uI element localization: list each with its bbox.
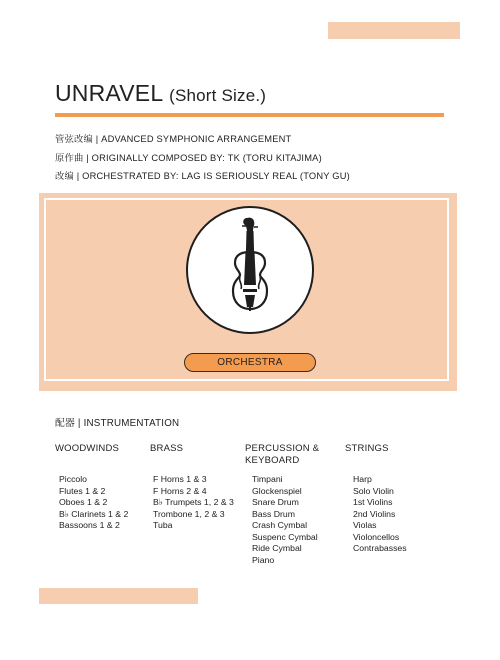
woodwinds-heading: WOODWINDS	[55, 443, 120, 454]
woodwinds-list	[59, 474, 128, 532]
percussion-item: Piano	[252, 554, 275, 565]
percussion-item: Glockenspiel	[252, 485, 302, 496]
title-subtitle: (Short Size.)	[169, 86, 267, 105]
title-underline	[55, 113, 444, 117]
brass-item: B♭ Trumpets 1, 2 & 3	[153, 497, 234, 507]
woodwinds-item: Flutes 1 & 2	[59, 485, 106, 496]
brass-item: Trombone 1, 2 & 3	[153, 508, 225, 519]
percussion-heading-line-2: KEYBOARD	[245, 455, 300, 466]
violin-icon	[185, 205, 315, 335]
woodwinds-item: Piccolo	[59, 474, 88, 484]
percussion-item: Ride Cymbal	[252, 543, 302, 553]
woodwinds-item: Oboes 1 & 2	[59, 497, 108, 507]
percussion-item: Snare Drum	[252, 497, 299, 507]
strings-item: 2nd Violins	[353, 508, 396, 519]
woodwinds-item: B♭ Clarinets 1 & 2	[59, 508, 129, 519]
percussion-item: Crash Cymbal	[252, 520, 308, 530]
strings-item: Violoncellos	[353, 531, 400, 542]
instrumentation-heading: 配器 | INSTRUMENTATION	[55, 418, 180, 429]
ensemble-badge: ORCHESTRA	[184, 353, 316, 372]
strings-item: Violas	[353, 520, 377, 530]
percussion-item: Timpani	[252, 474, 283, 484]
strings-item: 1st Violins	[353, 497, 393, 507]
strings-item: Harp	[353, 474, 372, 484]
percussion-heading-line-1: PERCUSSION &	[245, 443, 320, 454]
percussion-item: Bass Drum	[252, 508, 295, 519]
percussion-list	[252, 474, 318, 566]
strings-item: Solo Violin	[353, 485, 394, 496]
percussion-item: Suspenc Cymbal	[252, 531, 318, 542]
score-title	[55, 80, 266, 107]
brass-item: F Horns 2 & 4	[153, 485, 207, 496]
credit-arrangement: 管弦改编 | ADVANCED SYMPHONIC ARRANGEMENT	[55, 134, 292, 144]
brass-item: Tuba	[153, 520, 173, 530]
bottom-accent-bar	[39, 588, 198, 604]
percussion-heading	[245, 443, 319, 467]
title-main: UNRAVEL	[55, 80, 163, 106]
credit-composer: 原作曲 | ORIGINALLY COMPOSED BY: TK (TORU KITAJIMA)	[55, 153, 322, 163]
strings-item: Contrabasses	[353, 543, 407, 553]
top-accent-bar	[328, 22, 460, 39]
brass-heading: BRASS	[150, 443, 184, 454]
strings-heading: STRINGS	[345, 443, 389, 454]
brass-item: F Horns 1 & 3	[153, 474, 207, 484]
credit-orchestrator: 改编 | ORCHESTRATED BY: LAG IS SERIOUSLY REAL (TONY GU)	[55, 171, 350, 181]
woodwinds-item: Bassoons 1 & 2	[59, 520, 120, 530]
brass-list	[153, 474, 234, 532]
strings-list	[353, 474, 407, 555]
